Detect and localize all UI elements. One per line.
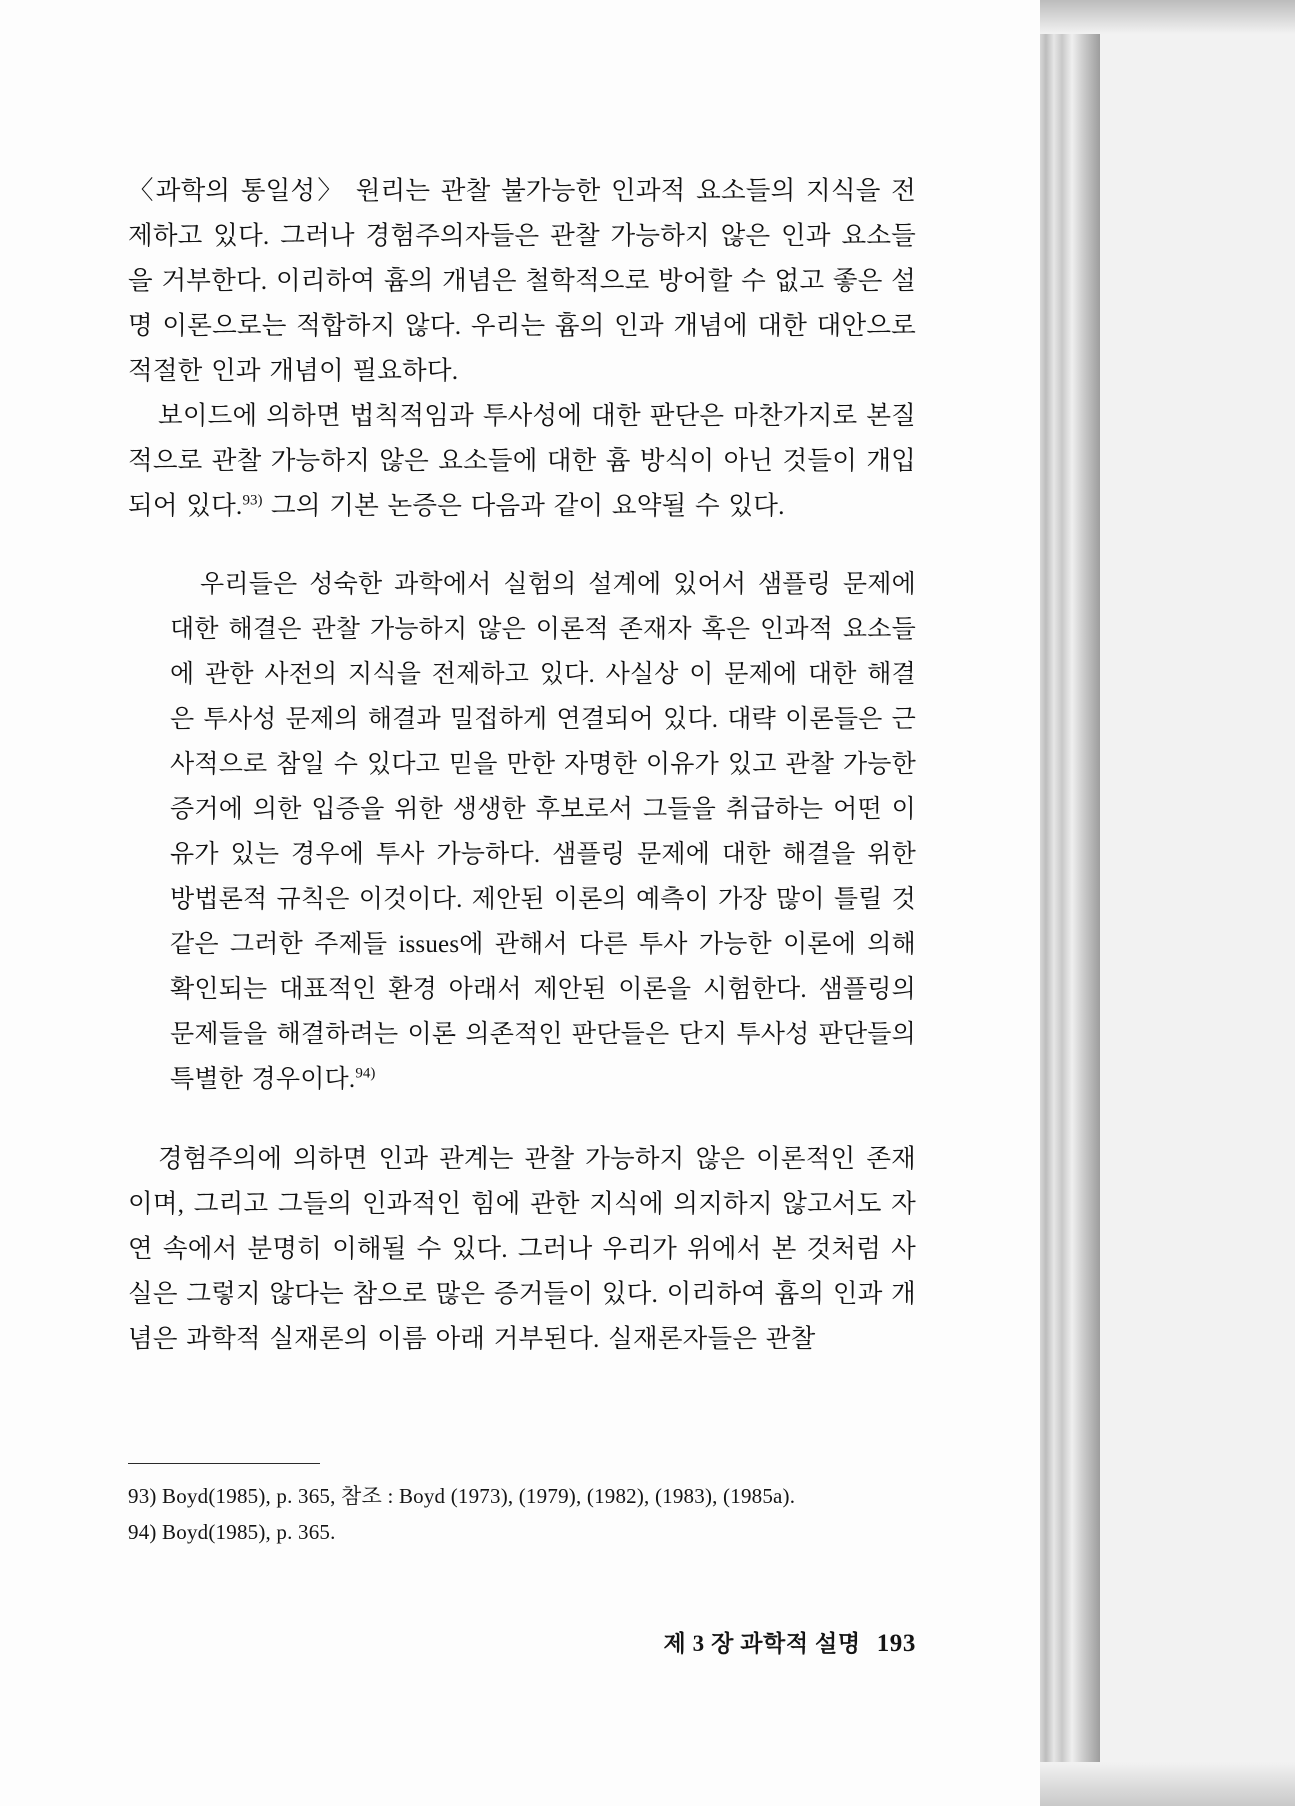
footer-chapter-title: 제 3 장 과학적 설명	[663, 1631, 861, 1656]
page-edge-background	[1100, 0, 1295, 1806]
footnote-separator-rule	[128, 1463, 320, 1464]
footnote-94: 94) Boyd(1985), p. 365.	[128, 1520, 336, 1544]
footnote-area	[128, 1463, 916, 1550]
blockquote-paragraph	[170, 562, 916, 1102]
page-text-content	[128, 168, 916, 1361]
book-page-edge	[1040, 0, 1100, 1806]
footnote-marker-93: 93)	[242, 492, 263, 509]
paragraph-2-text: 보이드에 의하면 법칙적임과 투사성에 대한 판단은 마찬가지로 본질적으로 관찰 가능하지 않은 요소들에 대한 흄 방식이 아닌 것들이 개입되어 있다.	[128, 401, 916, 520]
blockquote	[170, 562, 916, 1102]
blockquote-text: 우리들은 성숙한 과학에서 실험의 설계에 있어서 샘플링 문제에 대한 해결은 관찰 가능하지 않은 이론적 존재자 혹은 인과적 요소들에 관한 사전의 지식을 전제하고 있다. 사실상 이 문제에 대한 해결은 투사성 문제의 해결과 밀접하게 연결되어 있다. 대략 이론들은 근사적으로 참일 수 있다고 믿을 만한 자명한 이유가 있고 관찰 가능한 증거에 의한 입증을 위한 생생한 후보로서 그들을 취급하는 어떤 이유가 있는 경우에 투사 가능하다. 샘플링 문제에 대한 해결을 위한 방법론적 규칙은 이것이다. 제안된 이론의 예측이 가장 많이 틀릴 것 같은 그러한 주제들 issues에 관해서 다른 투사 가능한 이론에 의해 확인되는 대표적인 환경 아래서 제안된 이론을 시험한다. 샘플링의 문제들을 해결하려는 이론 의존적인 판단들은 단지 투사성 판단들의 특별한 경우이다.	[170, 571, 916, 1093]
page-number: 193	[876, 1630, 916, 1657]
paragraph-2	[128, 393, 916, 528]
paragraph-3: 경험주의에 의하면 인과 관계는 관찰 가능하지 않은 이론적인 존재이며, 그리고 그들의 인과적인 힘에 관한 지식에 의지하지 않고서도 자연 속에서 분명히 이해될 수 있다. 그러나 우리가 위에서 본 것처럼 사실은 그렇지 않다는 참으로 많은 증거들이 있다. 이리하여 흄의 인과 개념은 과학적 실재론의 이름 아래 거부된다. 실재론자들은 관찰	[128, 1144, 916, 1353]
paragraph-1: 〈과학의 통일성〉 원리는 관찰 불가능한 인과적 요소들의 지식을 전제하고 있다. 그러나 경험주의자들은 관찰 가능하지 않은 인과 요소들을 거부한다. 이리하여 흄의 개념은 철학적으로 방어할 수 없고 좋은 설명 이론으로는 적합하지 않다. 우리는 흄의 인과 개념에 대한 대안으로 적절한 인과 개념이 필요하다.	[128, 176, 916, 385]
running-footer	[128, 1625, 916, 1658]
footnote-marker-94: 94)	[355, 1065, 376, 1082]
spacer-2	[128, 1102, 916, 1136]
spacer	[128, 528, 916, 562]
paragraph-2-text-cont: 그의 기본 논증은 다음과 같이 요약될 수 있다.	[262, 491, 785, 520]
footnote-93: 93) Boyd(1985), p. 365, 참조 : Boyd (1973), (1979), (1982), (1983), (1985a).	[128, 1484, 796, 1508]
page-shadow-top	[1040, 0, 1295, 34]
page-shadow-bottom	[1040, 1762, 1295, 1806]
